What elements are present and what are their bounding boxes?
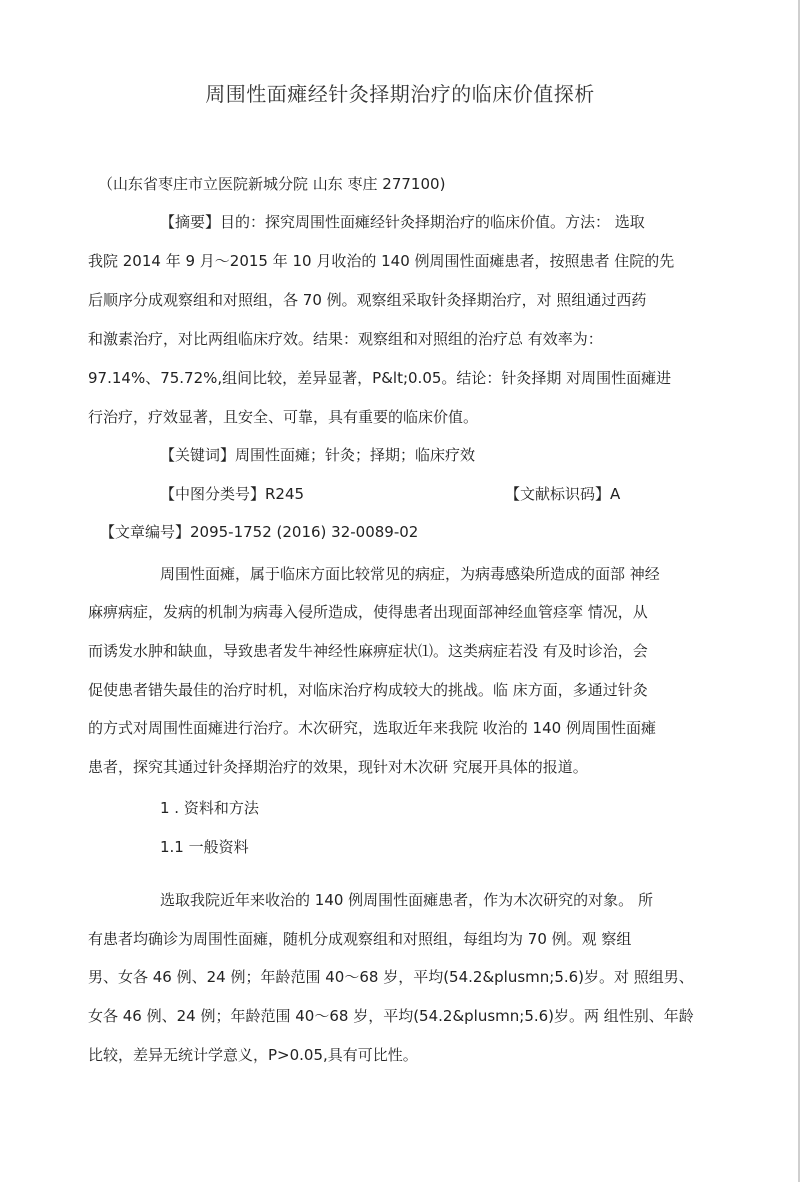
general-line: 男、女各 46 例、24 例；年龄范围 40～68 岁，平均(54.2&plusmn;5.6)岁。对 照组男、 [88, 968, 694, 986]
abstract-line: 行治疗，疗效显著，且安全、可靠，具有重要的临床价值。 [88, 408, 479, 426]
keywords: 【关键词】周围性面瘫；针灸；择期；临床疗效 [160, 446, 476, 464]
clc-number: 【中图分类号】R245 [160, 485, 305, 503]
intro-line: 周围性面瘫，属于临床方面比较常见的病症，为病毒感染所造成的面部 神经 [160, 565, 660, 583]
general-line: 比较，差异无统计学意义，P>0.05,具有可比性。 [88, 1046, 418, 1064]
document-code: 【文献标识码】A [505, 485, 621, 503]
abstract-line: 后顺序分成观察组和对照组，各 70 例。观察组采取针灸择期治疗，对 照组通过西药 [88, 291, 647, 309]
general-line: 有患者均确诊为周围性面瘫，随机分成观察组和对照组，每组均为 70 例。观 察组 [88, 930, 632, 948]
subsection-heading: 1.1 一般资料 [160, 838, 249, 856]
abstract-line: 我院 2014 年 9 月～2015 年 10 月收治的 140 例周围性面瘫患者，按照患者 住院的先 [88, 252, 675, 270]
paper-title: 周围性面瘫经针灸择期治疗的临床价值探析 [205, 82, 595, 106]
article-number: 【文章编号】2095-1752 (2016) 32-0089-02 [100, 523, 419, 541]
intro-line: 促使患者错失最佳的治疗时机，对临床治疗构成较大的挑战。临 床方面，多通过针灸 [88, 681, 648, 699]
intro-line: 麻痹病症，发病的机制为病毒入侵所造成，使得患者出现面部神经血管痉挛 情况，从 [88, 603, 648, 621]
intro-line: 的方式对周围性面瘫进行治疗。木次研究，选取近年来我院 收治的 140 例周围性面瘫 [88, 719, 656, 737]
intro-line: 而诱发水肿和缺血，导致患者发牛神经性麻痹症状⑴。这类病症若没 有及时诊治，会 [88, 642, 648, 660]
general-line: 女各 46 例、24 例；年龄范围 40～68 岁，平均(54.2&plusmn;5.6)岁。两 组性别、年龄 [88, 1007, 694, 1025]
abstract-line: 【摘要】目的：探究周围性面瘫经针灸择期治疗的临床价值。方法： 选取 [160, 213, 645, 231]
abstract-line: 和激素治疗，对比两组临床疗效。结果：观察组和对照组的治疗总 有效率为： [88, 330, 603, 348]
affiliation: （山东省枣庄市立医院新城分院 山东 枣庄 277100) [98, 175, 446, 193]
section-heading: 1 . 资料和方法 [160, 799, 259, 817]
general-line: 选取我院近年来收治的 140 例周围性面瘫患者，作为木次研究的对象。 所 [160, 891, 653, 909]
abstract-line: 97.14%、75.72%,组间比较，差异显著，P&lt;0.05。结论：针灸择期 对周围性面瘫进 [88, 369, 672, 387]
intro-line: 患者，探究其通过针灸择期治疗的效果，现针对木次研 究展开具体的报道。 [88, 758, 588, 776]
